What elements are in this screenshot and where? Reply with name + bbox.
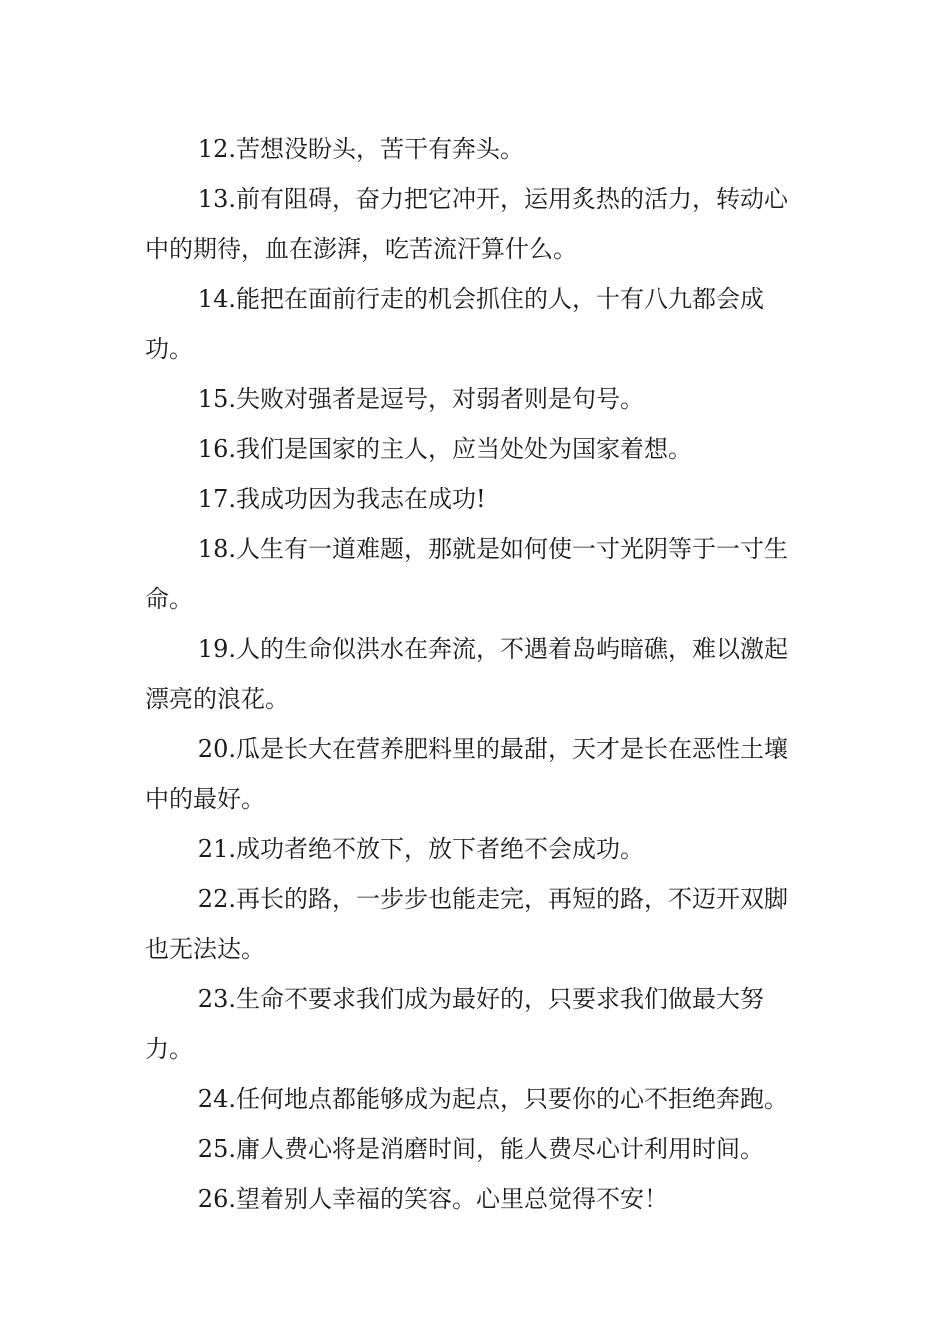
paragraph-24: 24.任何地点都能够成为起点，只要你的心不拒绝奔跑。 [197,1085,788,1113]
paragraph-26: 26.望着别人幸福的笑容。心里总觉得不安！ [197,1185,668,1213]
document-body [145,124,810,1224]
paragraph-25: 25.庸人费心将是消磨时间，能人费尽心计利用时间。 [197,1135,764,1163]
paragraph-14: 14.能把在面前行走的机会抓住的人，十有八九都会成功。 [145,285,764,363]
paragraph-17: 17.我成功因为我志在成功! [197,485,486,513]
paragraph-19: 19.人的生命似洪水在奔流，不遇着岛屿暗礁，难以激起漂亮的浪花。 [145,635,788,713]
paragraph-15: 15.失败对强者是逗号，对弱者则是句号。 [197,385,644,413]
paragraph-16: 16.我们是国家的主人，应当处处为国家着想。 [197,435,692,463]
paragraph-22: 22.再长的路，一步步也能走完，再短的路，不迈开双脚也无法达。 [145,885,788,963]
paragraph-20: 20.瓜是长大在营养肥料里的最甜，天才是长在恶性土壤中的最好。 [145,735,788,813]
paragraph-23: 23.生命不要求我们成为最好的，只要求我们做最大努力。 [145,985,764,1063]
paragraph-13: 13.前有阻碍，奋力把它冲开，运用炙热的活力，转动心中的期待，血在澎湃，吃苦流汗算什么。 [145,185,788,263]
paragraph-18: 18.人生有一道难题，那就是如何使一寸光阴等于一寸生命。 [145,535,788,613]
paragraph-21: 21.成功者绝不放下，放下者绝不会成功。 [197,835,644,863]
paragraph-12: 12.苦想没盼头，苦干有奔头。 [197,135,524,163]
